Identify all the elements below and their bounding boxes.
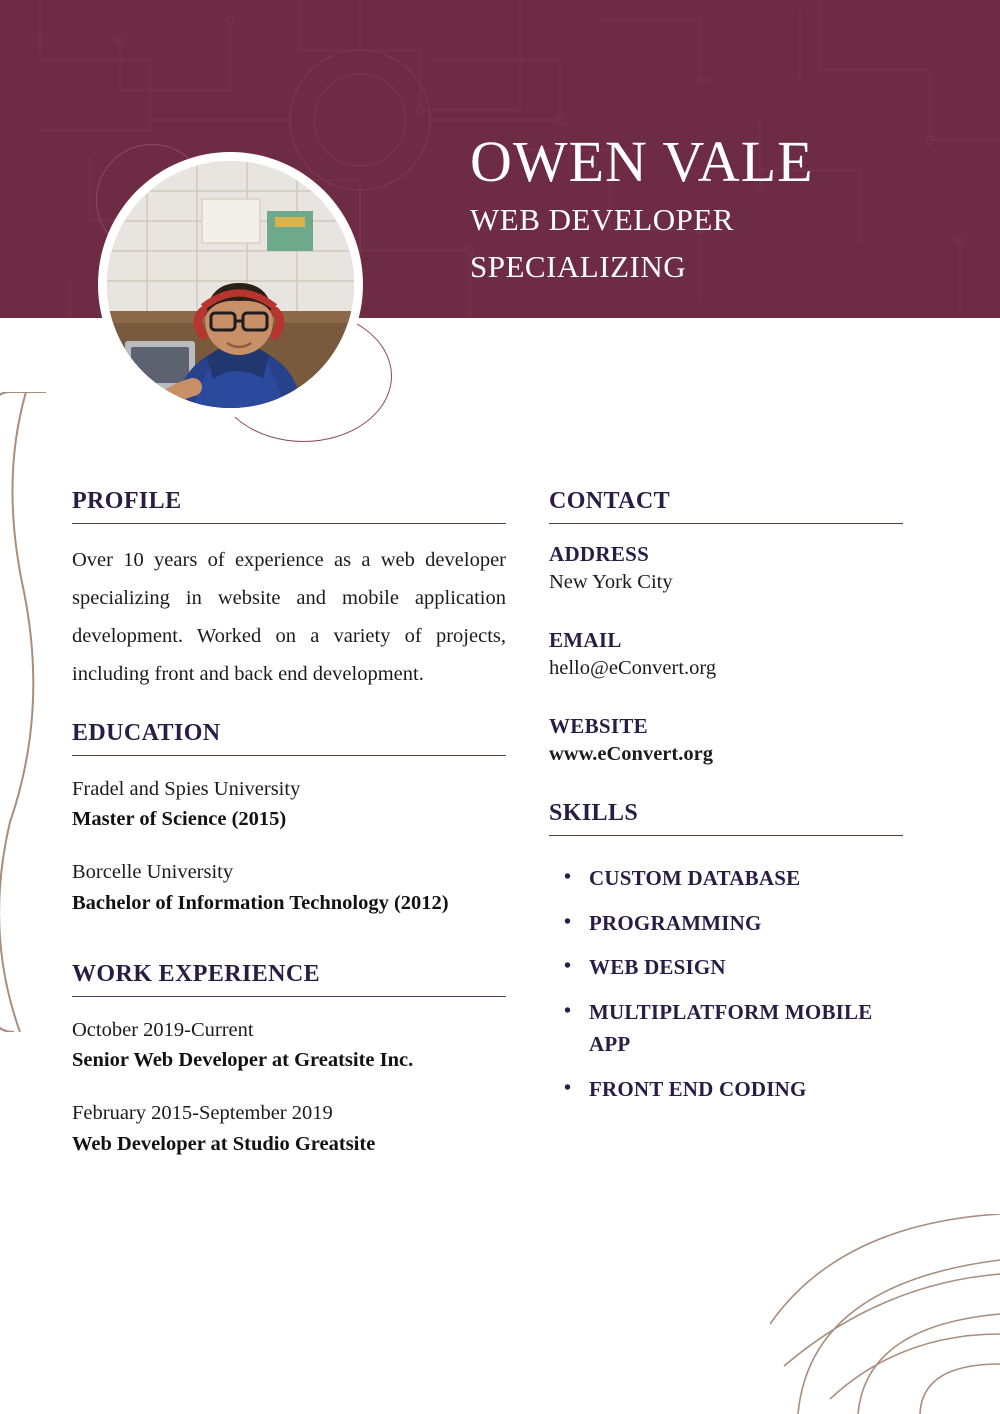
section-title-skills: SKILLS [549,800,639,826]
list-item: • CUSTOM DATABASE [589,862,903,895]
education-entry [72,774,506,836]
section-education [72,720,506,919]
divider-education [72,755,506,756]
section-skills [549,800,903,1105]
work-dates: October 2019-Current [72,1018,254,1041]
list-item: • PROGRAMMING [589,907,903,940]
divider-contact [549,523,903,524]
work-dates: February 2015-September 2019 [72,1102,333,1125]
role-line-1: WEB DEVELOPER [470,201,734,237]
header-text-block [470,129,814,286]
education-entry [72,857,506,919]
list-item: • WEB DESIGN [589,951,903,984]
section-profile [72,488,506,694]
contact-label-email: EMAIL [549,628,622,652]
photo-illustration-icon [107,161,354,408]
decorative-grid [770,1214,1000,1414]
list-item: • MULTIPLATFORM MOBILE APP [589,996,903,1061]
left-column [72,488,506,1182]
section-title-education: EDUCATION [72,719,221,746]
contact-label-address: ADDRESS [549,542,650,566]
work-entry [72,1015,506,1077]
list-item: • FRONT END CODING [589,1073,903,1106]
right-column [549,488,903,1117]
work-role: Senior Web Developer at Greatsite Inc. [72,1049,414,1072]
contact-label-website: WEBSITE [549,714,648,738]
contact-value-email[interactable]: hello@eConvert.org [549,657,717,679]
contact-value-website[interactable]: www.eConvert.org [549,743,713,765]
section-title-contact: CONTACT [549,488,671,514]
education-school: Fradel and Spies University [72,777,301,800]
section-title-profile: PROFILE [72,488,182,514]
role-line-2: SPECIALIZING [470,248,687,284]
page-title: OWEN VALE [470,129,814,194]
education-degree: Bachelor of Information Technology (2012) [72,891,449,914]
contact-field-address [549,542,903,594]
work-entry [72,1098,506,1160]
divider-work [72,996,506,997]
contact-field-website [549,714,903,766]
avatar [98,152,363,417]
avatar-image [107,161,354,408]
profile-text: Over 10 years of experience as a web developer specializing in website and mobile application development. Worked on a variety of projects, including front and back end development. [72,549,506,685]
decorative-left-lines [0,392,70,1032]
section-title-work: WORK EXPERIENCE [72,960,321,987]
divider-skills [549,835,903,836]
contact-field-email [549,628,903,680]
education-school: Borcelle University [72,861,234,884]
divider-profile [72,523,506,524]
section-work-experience [72,961,506,1160]
work-role: Web Developer at Studio Greatsite [72,1132,376,1155]
contact-value-address: New York City [549,571,673,593]
skills-list [549,862,903,1105]
education-degree: Master of Science (2015) [72,808,287,831]
section-contact [549,488,903,766]
